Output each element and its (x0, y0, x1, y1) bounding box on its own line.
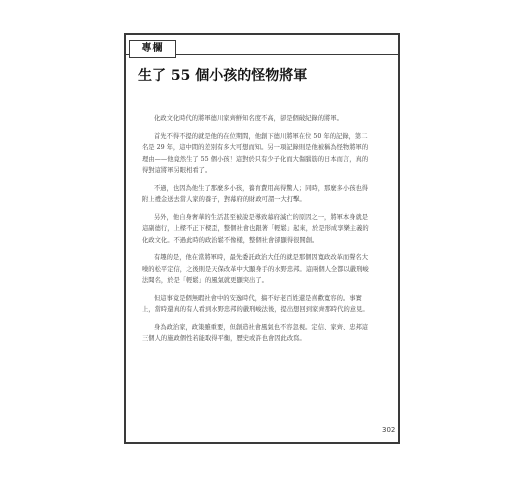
paragraph: 身為政治家，政策雖重要，但創造社會風氣也不容忽視。定信、家齊、忠邦這三個人的施政個性若能取得平衡，歷史或許也會因此改寫。 (142, 323, 369, 342)
paragraph: 化政文化時代的將軍德川家齊鮮知名度不高，卻是個破紀錄的將軍。 (154, 115, 343, 122)
paragraph: 不過，也因為他生了那麼多小孩，養育費用高得驚人；同時，那麼多小孩也得附上禮金送去當人家的養子，對幕府的財政可謂一大打擊。 (142, 184, 369, 203)
paragraph: 但這事竟是個無暇社會中的安逸時代，搞不好老百姓還是喜歡寬容的。事實上，當時還真的有人看到水野忠邦的嚴刑峻法後，提出想回到家齊那時代的意見。 (142, 294, 369, 313)
paragraph: 首先不得不提的就是他的在位期間，他創下德川將軍在位 50 年的記錄，第二名是 29 年，這中間的差別有多大可想而知。另一項記錄則是他被稱為怪物將軍的理由——他竟然生了 55 個小孩！這對於只有少子化而大傷腦筋的日本而言，真的得對這將軍另眼相看了。 (142, 132, 369, 174)
paragraph: 另外，他自身奢華的生活甚至被說是導致幕府滅亡的原因之一，將軍本身就是這副德行，上樑不正下樑歪，整個社會也跟著「輕鬆」起來，於是形成享樂主義的化政文化。不過此時的政治鬆不像樣，整個社會卻顯得很開創。 (142, 213, 369, 244)
page-title: 生了 55 個小孩的怪物將軍 (138, 68, 308, 84)
paragraph: 有趣的是，他在當將軍時，最先委託政治大任的就是那個因寬政改革而聲名大噪的松平定信，之後則是天保改革中大顯身手的水野忠邦。這兩個人全都以嚴刑峻法聞名，於是「輕鬆」的風氣就更顯突出了。 (142, 254, 369, 284)
page-number: 302 (382, 426, 396, 434)
column-label: 專欄 (129, 40, 176, 58)
body-text (142, 113, 372, 351)
